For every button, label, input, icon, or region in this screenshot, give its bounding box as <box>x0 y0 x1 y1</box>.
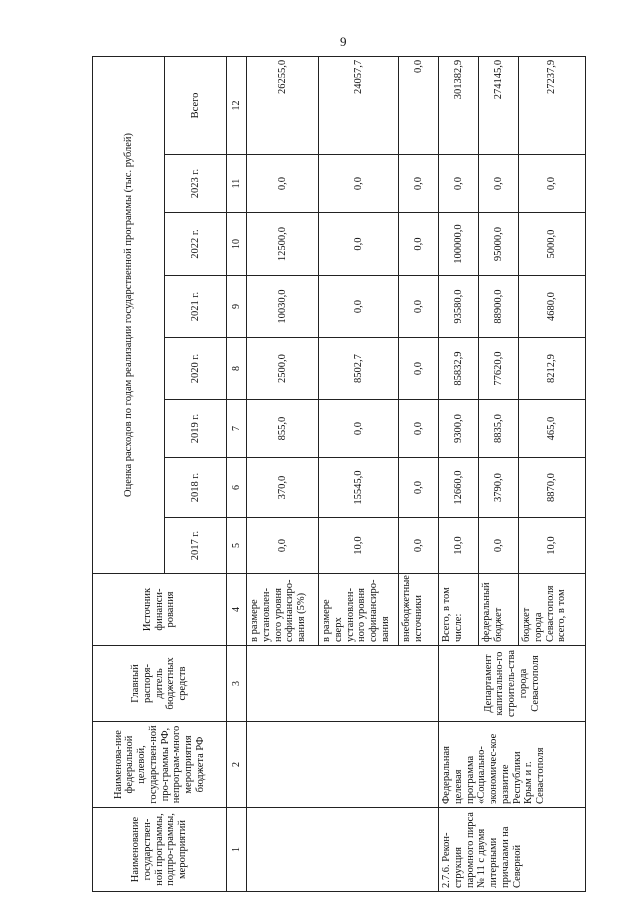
value-cell: 12500,0 <box>247 213 319 276</box>
source-cell: бюджет города Севастополя всего, в том <box>519 574 586 646</box>
source-cell: в размере сверх установлен-ного уровня софинансиро-вания <box>319 574 399 646</box>
col-number: 6 <box>227 458 247 518</box>
col-number: 10 <box>227 213 247 276</box>
col-number: 4 <box>227 574 247 646</box>
col-number: 5 <box>227 518 247 574</box>
value-cell: 0,0 <box>319 155 399 213</box>
value-cell: 0,0 <box>439 155 479 213</box>
value-cell: 0,0 <box>319 400 399 458</box>
header-year: 2019 г. <box>165 400 227 458</box>
col-number: 12 <box>227 56 247 154</box>
value-cell: 855,0 <box>247 400 319 458</box>
empty-cell <box>247 646 439 722</box>
col-number: 9 <box>227 276 247 338</box>
empty-cell <box>247 722 439 808</box>
value-cell: 465,0 <box>519 400 586 458</box>
value-cell: 0,0 <box>399 338 439 400</box>
source-cell: Всего, в том числе: <box>439 574 479 646</box>
value-cell: 0,0 <box>247 155 319 213</box>
header-year: 2023 г. <box>165 155 227 213</box>
value-cell: 370,0 <box>247 458 319 518</box>
manager-cell: Департамент капитально-го строитель-ства города Севастополя <box>439 646 586 722</box>
source-cell: в размере установлен-ного уровня софинансиро-вания (5%) <box>247 574 319 646</box>
col-number: 1 <box>227 808 247 892</box>
total-cell: 27237,9 <box>519 56 586 154</box>
value-cell: 0,0 <box>247 518 319 574</box>
header-year: 2017 г. <box>165 518 227 574</box>
value-cell: 0,0 <box>479 155 519 213</box>
value-cell: 100000,0 <box>439 213 479 276</box>
total-cell: 0,0 <box>399 56 439 154</box>
table-row <box>247 56 319 891</box>
source-cell: внебюджетные источники <box>399 574 439 646</box>
value-cell: 8212,9 <box>519 338 586 400</box>
value-cell: 8502,7 <box>319 338 399 400</box>
value-cell: 15545,0 <box>319 458 399 518</box>
source-cell: федеральный бюджет <box>479 574 519 646</box>
federal-program-cell: Федеральная целевая программа «Социально-экономичес-кое развитие Республики Крым и г. Севастополя <box>439 722 586 808</box>
value-cell: 0,0 <box>519 155 586 213</box>
value-cell: 0,0 <box>399 276 439 338</box>
value-cell: 0,0 <box>319 213 399 276</box>
col-number: 7 <box>227 400 247 458</box>
value-cell: 2500,0 <box>247 338 319 400</box>
page-number: 9 <box>340 34 347 49</box>
value-cell: 8870,0 <box>519 458 586 518</box>
value-cell: 93580,0 <box>439 276 479 338</box>
total-cell: 274145,0 <box>479 56 519 154</box>
expense-table <box>92 56 586 892</box>
value-cell: 95000,0 <box>479 213 519 276</box>
value-cell: 0,0 <box>479 518 519 574</box>
value-cell: 10,0 <box>319 518 399 574</box>
value-cell: 3790,0 <box>479 458 519 518</box>
header-total: Всего <box>165 56 227 154</box>
program-name-cell: 2.7.6. Рекон-струкция паромного пирса № 11 с двумя литерными причалами на Северной <box>439 808 586 892</box>
rotated-table-wrapper <box>92 57 583 892</box>
value-cell: 9300,0 <box>439 400 479 458</box>
empty-cell <box>247 808 439 892</box>
value-cell: 0,0 <box>399 458 439 518</box>
total-cell: 26255,0 <box>247 56 319 154</box>
header-source: Источник финанси-рования <box>93 574 227 646</box>
value-cell: 0,0 <box>399 213 439 276</box>
header-manager: Главный распоря-дитель бюджетных средств <box>93 646 227 722</box>
value-cell: 4680,0 <box>519 276 586 338</box>
table-row <box>439 56 479 891</box>
value-cell: 0,0 <box>399 518 439 574</box>
col-number: 3 <box>227 646 247 722</box>
col-number: 11 <box>227 155 247 213</box>
value-cell: 10030,0 <box>247 276 319 338</box>
col-number: 2 <box>227 722 247 808</box>
col-number: 8 <box>227 338 247 400</box>
value-cell: 10,0 <box>439 518 479 574</box>
header-year: 2021 г. <box>165 276 227 338</box>
value-cell: 0,0 <box>399 155 439 213</box>
value-cell: 88900,0 <box>479 276 519 338</box>
header-year: 2018 г. <box>165 458 227 518</box>
value-cell: 8835,0 <box>479 400 519 458</box>
value-cell: 0,0 <box>399 400 439 458</box>
value-cell: 77620,0 <box>479 338 519 400</box>
total-cell: 24057,7 <box>319 56 399 154</box>
value-cell: 5000,0 <box>519 213 586 276</box>
header-program-name: Наименование государствен-ной программы, подпро-граммы, мероприятий <box>93 808 227 892</box>
value-cell: 10,0 <box>519 518 586 574</box>
header-estimate: Оценка расходов по годам реализации государственной программы (тыс. рублей) <box>93 56 165 573</box>
header-year: 2020 г. <box>165 338 227 400</box>
value-cell: 85832,9 <box>439 338 479 400</box>
value-cell: 12660,0 <box>439 458 479 518</box>
total-cell: 301382,9 <box>439 56 479 154</box>
header-federal-program: Наименова-ние федеральной целевой, государствен-ной про-граммы РФ, непрограм-много мероприятия бюджета РФ <box>93 722 227 808</box>
value-cell: 0,0 <box>319 276 399 338</box>
header-year: 2022 г. <box>165 213 227 276</box>
